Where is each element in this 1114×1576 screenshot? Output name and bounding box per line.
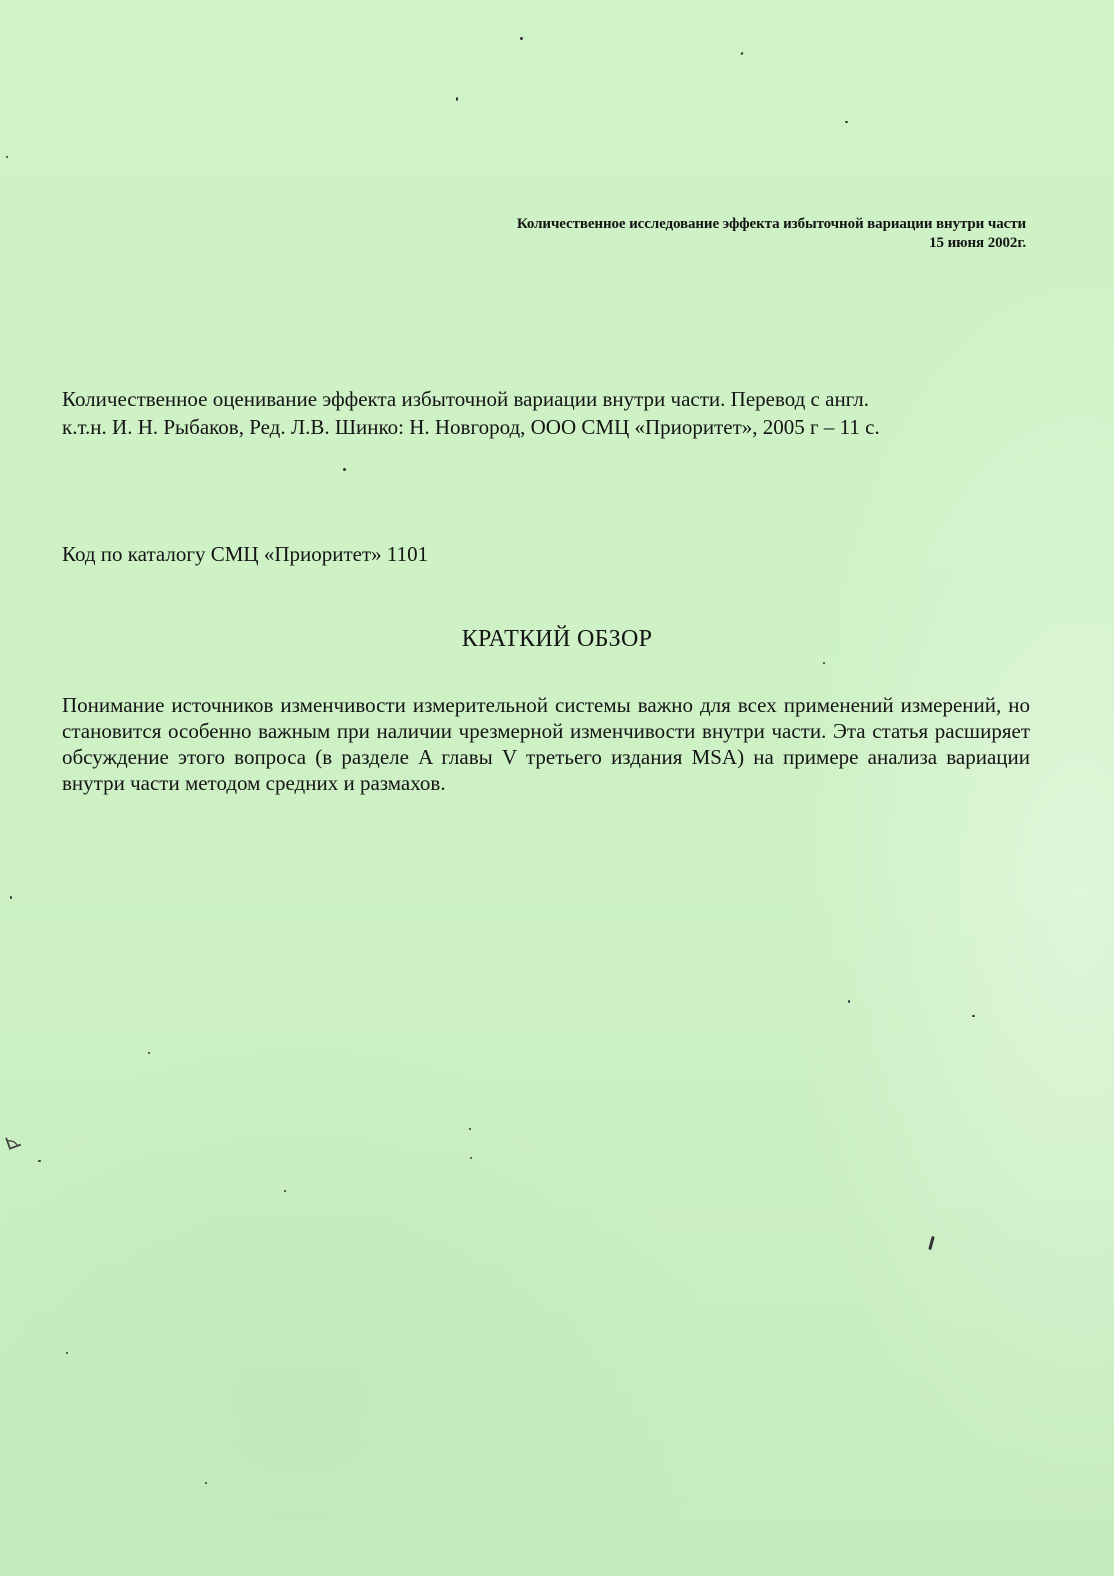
scan-speck <box>284 1190 286 1192</box>
citation-line-2: к.т.н. И. Н. Рыбаков, Ред. Л.В. Шинко: Н. Новгород, ООО СМЦ «Приоритет», 2005 г – 11 с. <box>62 415 880 439</box>
scan-speck <box>6 156 8 158</box>
scan-speck <box>10 896 12 899</box>
section-title: КРАТКИЙ ОБЗОР <box>461 626 653 652</box>
scan-speck <box>520 37 523 40</box>
citation-line-1: Количественное оценивание эффекта избыточной вариации внутри части. Перевод с англ. <box>62 387 869 411</box>
bibliographic-citation <box>62 385 1022 441</box>
scan-speck <box>740 52 743 56</box>
catalog-code: Код по каталогу СМЦ «Приоритет» 1101 <box>62 542 429 566</box>
scan-speck <box>845 121 848 123</box>
abstract-paragraph: Понимание источников изменчивости измерительной системы важно для всех применений измерений, но становится особенно важным при наличии чрезмерной изменчивости внутри части. Эта статья расширяет обсуждение этого вопроса (в разделе A главы V третьего издания MSA) на примере анализа вариации внутри части методом средних и размахов. <box>62 693 1030 795</box>
running-header-date: 15 июня 2002г. <box>929 235 1026 251</box>
running-header-title: Количественное исследование эффекта избыточной вариации внутри части <box>516 216 1026 232</box>
scan-speck <box>972 1015 975 1017</box>
scan-speck <box>848 1000 850 1003</box>
scan-speck <box>148 1052 150 1054</box>
scan-speck <box>38 1160 41 1162</box>
scan-speck <box>343 468 346 471</box>
scan-speck <box>66 1352 68 1354</box>
scan-speck <box>469 1128 471 1130</box>
margin-pen-mark: ⊾ <box>0 1126 26 1157</box>
scan-speck <box>456 97 458 101</box>
running-header <box>517 215 1026 253</box>
scan-speck <box>823 662 825 664</box>
scan-speck <box>205 1482 207 1484</box>
scan-speck <box>470 1157 472 1159</box>
scan-speck <box>928 1236 935 1250</box>
